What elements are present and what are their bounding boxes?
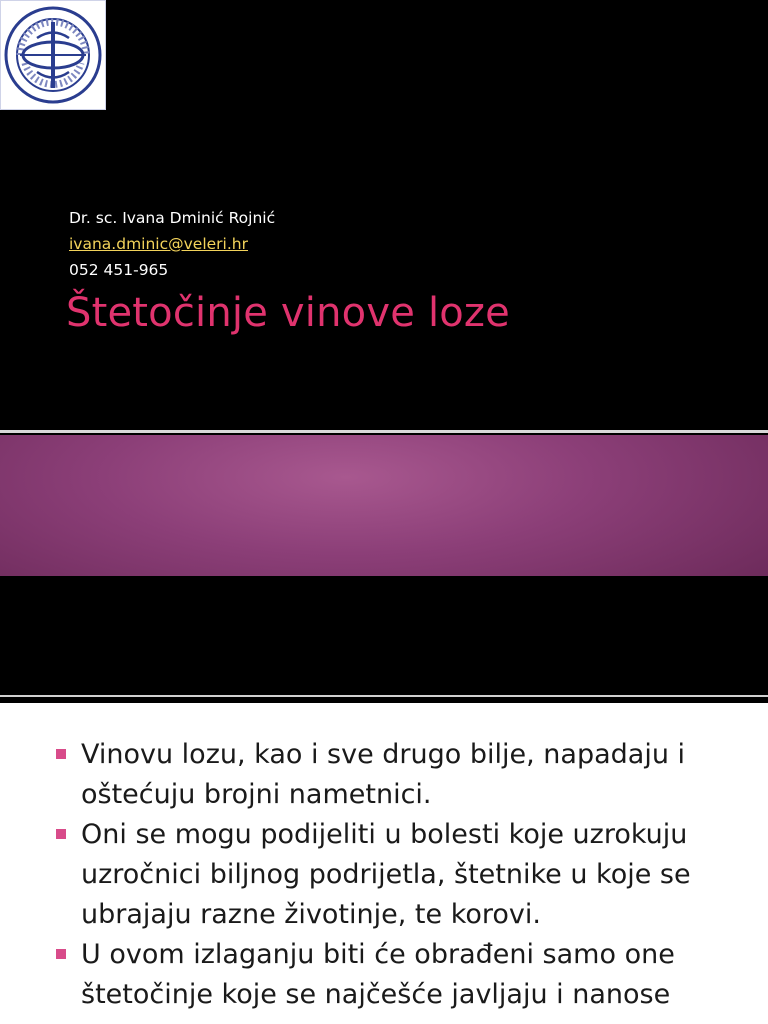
college-logo bbox=[0, 0, 106, 110]
slide-divider-bottom bbox=[0, 695, 768, 697]
author-info bbox=[69, 205, 275, 283]
bullet-item bbox=[54, 935, 759, 1015]
bullet-item bbox=[54, 735, 759, 815]
author-phone: 052 451-965 bbox=[69, 261, 169, 279]
square-bullet-icon bbox=[56, 829, 66, 839]
band-divider-top bbox=[0, 430, 768, 433]
content-slide bbox=[0, 703, 768, 1024]
slide-title: Štetočinje vinove loze bbox=[66, 290, 510, 336]
author-email-link[interactable]: ivana.dminic@veleri.hr bbox=[69, 235, 248, 253]
square-bullet-icon bbox=[56, 949, 66, 959]
square-bullet-icon bbox=[56, 749, 66, 759]
bullet-item bbox=[54, 815, 759, 935]
decorative-band bbox=[0, 435, 768, 576]
bullet-text: U ovom izlaganju biti će obrađeni samo one štetočinje koje se najčešće javljaju i nanose bbox=[81, 939, 675, 1010]
bullet-list bbox=[54, 735, 759, 1015]
bullet-text: Vinovu lozu, kao i sve drugo bilje, napadaju i oštećuju brojni nametnici. bbox=[81, 739, 686, 810]
bullet-text: Oni se mogu podijeliti u bolesti koje uzrokuju uzročnici biljnog podrijetla, štetnike u koje se ubrajaju razne životinje, te korovi. bbox=[81, 819, 691, 930]
college-seal-icon bbox=[3, 5, 103, 105]
author-name: Dr. sc. Ivana Dminić Rojnić bbox=[69, 209, 276, 227]
